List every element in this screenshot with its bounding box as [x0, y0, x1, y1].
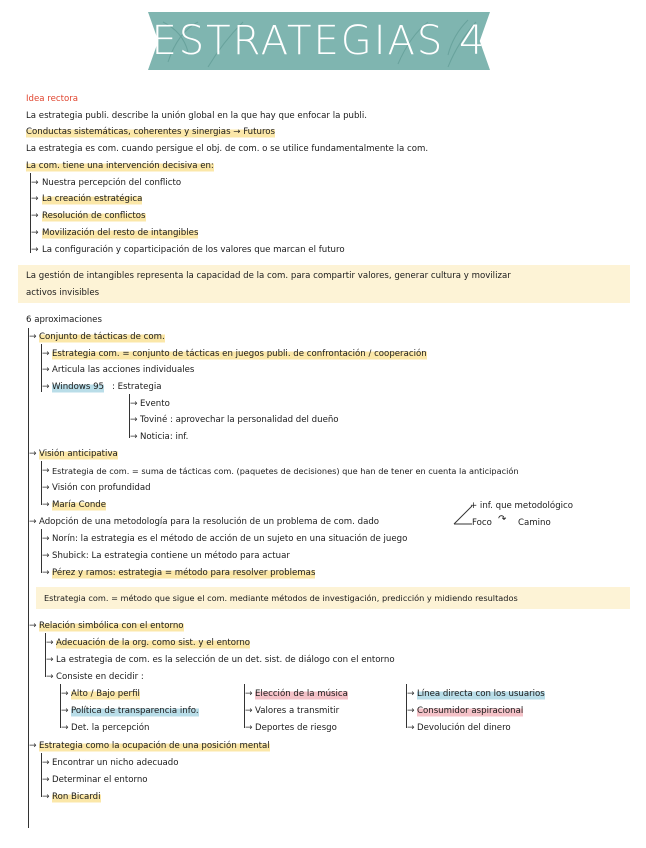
col1-item: Política de transparencia info.: [71, 706, 199, 716]
list-item: Pérez y ramos: estrategia = método para resolver problemas: [52, 568, 316, 578]
approach-5-title: Estrategia como la ocupación de una posición mental: [39, 741, 270, 751]
arrow-icon: →: [42, 792, 50, 802]
list-item: Movilización del resto de intangibles: [42, 228, 199, 238]
list-item: Articula las acciones individuales: [52, 365, 195, 375]
arrow-icon: →: [42, 551, 50, 561]
arrow-icon: →: [31, 245, 39, 255]
idea-heading: Idea rectora: [26, 94, 79, 104]
approach-1-title: Conjunto de tácticas de com.: [39, 332, 165, 342]
col3-item: Línea directa con los usuarios: [417, 689, 545, 699]
col1-item: Det. la percepción: [71, 723, 150, 733]
list-item: La configuración y coparticipación de los valores que marcan el futuro: [42, 245, 345, 255]
arrow-icon: →: [29, 621, 37, 631]
arrow-icon: →: [42, 483, 50, 493]
list-item: Evento: [140, 399, 170, 409]
note-line-2: activos invisibles: [26, 288, 100, 298]
arrow-icon: →: [130, 432, 138, 442]
arrow-icon: →: [31, 178, 39, 188]
arrow-icon: →: [407, 706, 415, 716]
arrow-icon: →: [42, 466, 50, 476]
branch-left: Foco: [472, 518, 492, 528]
arrow-icon: →: [42, 568, 50, 578]
arrow-icon: →: [61, 723, 69, 733]
col2-item: Valores a transmitir: [255, 706, 340, 716]
arrow-icon: →: [245, 689, 253, 699]
curved-arrow-icon: ↷: [498, 514, 507, 525]
intro-line-3: La estrategia es com. cuando persigue el obj. de com. o se utilice fundamentalmente la com.: [26, 144, 429, 154]
arrow-icon: →: [31, 228, 39, 238]
arrow-icon: →: [31, 211, 39, 221]
list-item: Visión con profundidad: [52, 483, 151, 493]
list-item: Noticia: inf.: [140, 432, 189, 442]
list-item: María Conde: [52, 500, 107, 510]
intro-line-1: La estrategia publi. describe la unión global en la que hay que enfocar la publi.: [26, 111, 367, 121]
list-item: Adecuación de la org. como sist. y el entorno: [56, 638, 251, 648]
arrow-icon: →: [407, 723, 415, 733]
list-item: Determinar el entorno: [52, 775, 148, 785]
col2-item: Elección de la música: [255, 689, 348, 699]
arrow-icon: →: [29, 332, 37, 342]
arrow-icon: →: [130, 415, 138, 425]
list-item: Nuestra percepción del conflicto: [42, 178, 182, 188]
branch-right: Camino: [518, 518, 551, 528]
list-item: Estrategia com. = conjunto de tácticas en juegos publi. de confrontación / cooperación: [52, 349, 427, 359]
list-item: La creación estratégica: [42, 194, 143, 204]
approaches-heading: 6 aproximaciones: [26, 315, 102, 325]
list-item: Consiste en decidir :: [56, 672, 144, 682]
intro-line-2: Conductas sistemáticas, coherentes y sinergias → Futuros: [26, 127, 276, 137]
col2-item: Deportes de riesgo: [255, 723, 337, 733]
list-item: Norín: la estrategia es el método de acción de un sujeto en una situación de juego: [52, 534, 408, 544]
arrow-icon: →: [42, 534, 50, 544]
list-item: Toviné : aprovechar la personalidad del dueño: [140, 415, 339, 425]
arrow-icon: →: [407, 689, 415, 699]
page-title: ESTRATEGIAS 4: [151, 18, 487, 64]
arrow-icon: →: [42, 758, 50, 768]
list-item: Ron Bicardi: [52, 792, 101, 802]
arrow-icon: →: [130, 399, 138, 409]
approach-3-title: Adopción de una metodología para la resolución de un problema de com. dado: [39, 517, 380, 527]
windows-label: Windows 95: [52, 382, 105, 392]
arrow-icon: →: [61, 689, 69, 699]
list-item: Estrategia de com. = suma de tácticas com. (paquetes de decisiones) que han de tener en cuenta la anticipación: [52, 466, 519, 476]
arrow-icon: →: [29, 741, 37, 751]
approach-2-title: Visión anticipativa: [39, 449, 118, 459]
intro-line-4: La com. tiene una intervención decisiva en:: [26, 161, 214, 171]
arrow-icon: →: [42, 382, 50, 392]
arrow-icon: →: [46, 672, 54, 682]
arrow-icon: →: [42, 775, 50, 785]
arrow-icon: →: [29, 517, 37, 527]
col1-item: Alto / Bajo perfil: [71, 689, 140, 699]
note-method: Estrategia com. = método que sigue el com. mediante métodos de investigación, predicción y midiendo resultados: [44, 593, 518, 603]
main-tree-line: [28, 328, 29, 828]
arrow-icon: →: [42, 500, 50, 510]
windows-value: : Estrategia: [112, 382, 162, 392]
approach-4-title: Relación simbólica con el entorno: [39, 621, 184, 631]
arrow-icon: →: [245, 706, 253, 716]
col3-item: Consumidor aspiracional: [417, 706, 524, 716]
arrow-icon: →: [245, 723, 253, 733]
col3-item: Devolución del dinero: [417, 723, 511, 733]
arrow-icon: →: [61, 706, 69, 716]
note-line-1: La gestión de intangibles representa la capacidad de la com. para compartir valores, generar cultura y movilizar: [26, 271, 511, 281]
list-item: La estrategia de com. es la selección de un det. sist. de diálogo con el entorno: [56, 655, 395, 665]
list-item: Shubick: La estrategia contiene un método para actuar: [52, 551, 290, 561]
branch-top: + inf. que metodológico: [470, 501, 574, 511]
arrow-icon: →: [46, 655, 54, 665]
list-item: Resolución de conflictos: [42, 211, 146, 221]
list-item: Encontrar un nicho adecuado: [52, 758, 179, 768]
arrow-icon: →: [42, 365, 50, 375]
arrow-icon: →: [31, 194, 39, 204]
arrow-icon: →: [42, 349, 50, 359]
arrow-icon: →: [46, 638, 54, 648]
arrow-icon: →: [29, 449, 37, 459]
